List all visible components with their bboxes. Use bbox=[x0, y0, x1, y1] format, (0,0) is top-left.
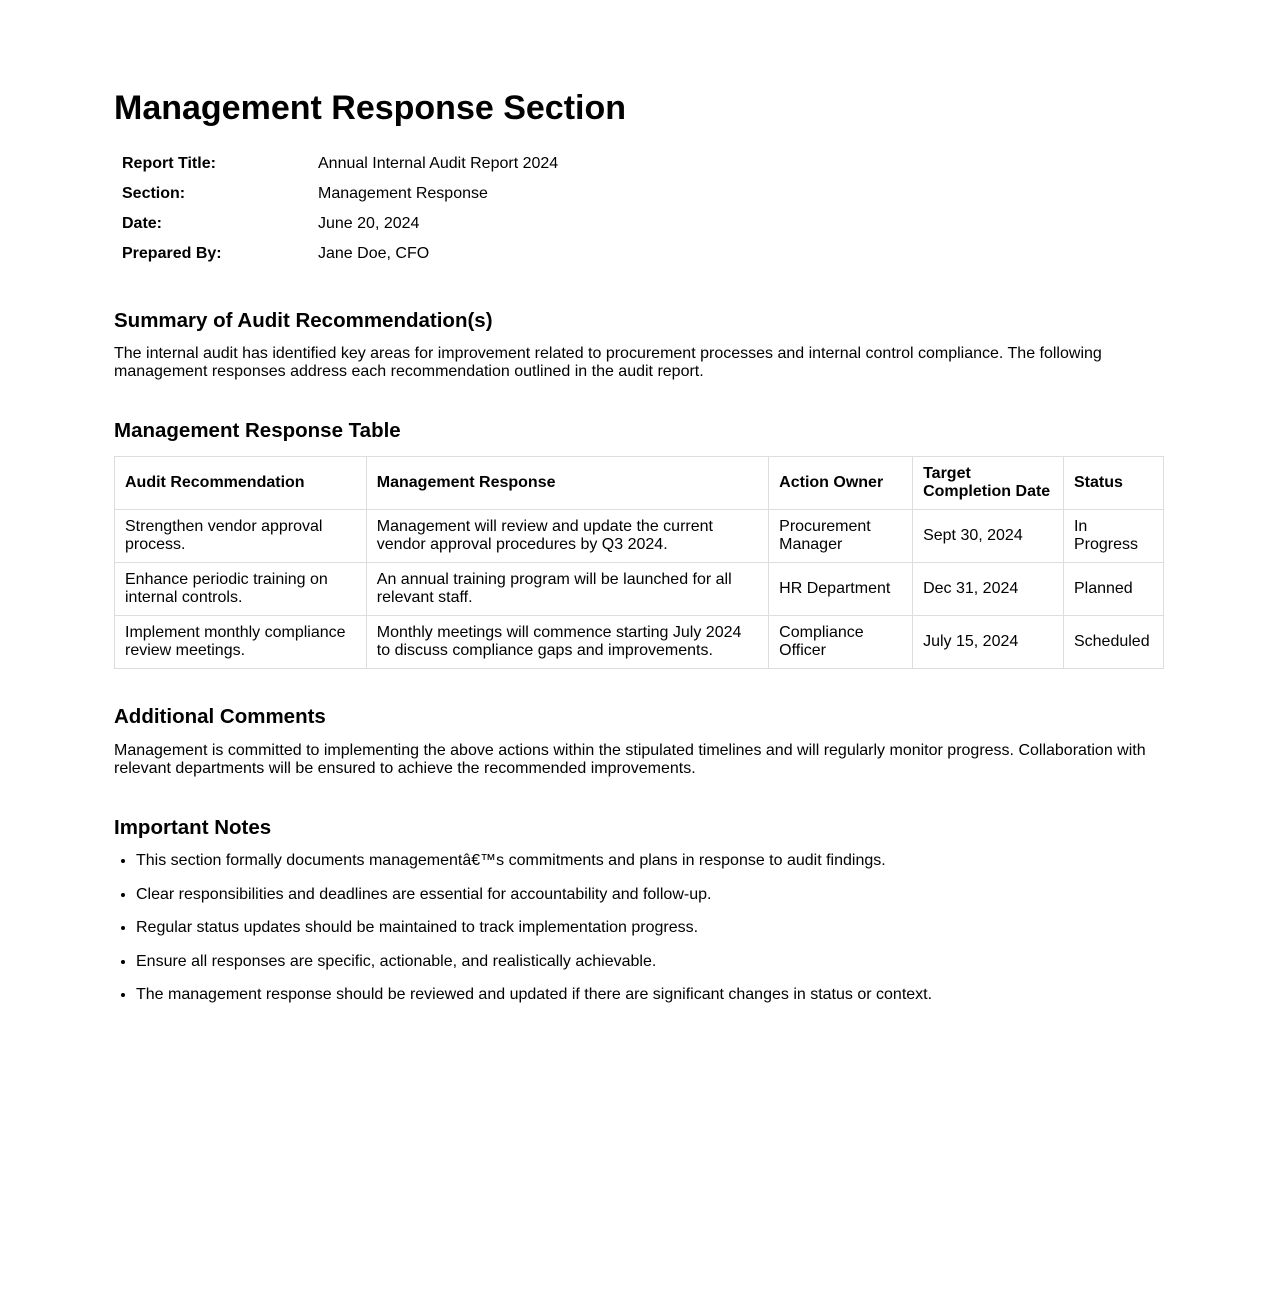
management-response-table bbox=[114, 456, 1164, 669]
column-header: Audit Recommendation bbox=[115, 456, 367, 509]
meta-label: Prepared By: bbox=[122, 244, 222, 262]
page-title: Management Response Section bbox=[114, 89, 627, 127]
meta-value: June 20, 2024 bbox=[318, 214, 420, 232]
meta-value: Annual Internal Audit Report 2024 bbox=[318, 154, 559, 172]
table-cell: An annual training program will be launched for all relevant staff. bbox=[366, 562, 768, 615]
notes-heading: Important Notes bbox=[114, 815, 272, 839]
table-cell: Procurement Manager bbox=[769, 509, 913, 562]
table-cell: Compliance Officer bbox=[769, 615, 913, 668]
table-cell: Management will review and update the current vendor approval procedures by Q3 2024. bbox=[366, 509, 768, 562]
table-cell: Monthly meetings will commence starting July 2024 to discuss compliance gaps and improvements. bbox=[366, 615, 768, 668]
list-item: • This section formally documents managementâ€™s commitments and plans in response to audit findings. bbox=[136, 852, 1164, 870]
table-cell: HR Department bbox=[769, 562, 913, 615]
list-item: • The management response should be reviewed and updated if there are significant changes in status or context. bbox=[136, 986, 1164, 1004]
list-item: • Ensure all responses are specific, actionable, and realistically achievable. bbox=[136, 953, 1164, 971]
table-cell: In Progress bbox=[1063, 509, 1163, 562]
table-cell: Scheduled bbox=[1063, 615, 1163, 668]
meta-value: Management Response bbox=[318, 184, 488, 202]
meta-label: Report Title: bbox=[122, 154, 216, 172]
column-header: Status bbox=[1063, 456, 1163, 509]
table-cell: Implement monthly compliance review meetings. bbox=[115, 615, 367, 668]
table-row bbox=[115, 615, 1164, 668]
meta-label: Section: bbox=[122, 184, 186, 202]
meta-value: Jane Doe, CFO bbox=[318, 244, 430, 262]
meta-row-date bbox=[114, 209, 558, 239]
comments-text: Management is committed to implementing the above actions within the stipulated timelines and will regularly monitor progress. Collaboration with relevant departments will be ensured to achieve the recommended improvements. bbox=[114, 741, 1146, 777]
summary-text: The internal audit has identified key areas for improvement related to procurement processes and internal control compliance. The following management responses address each recommendation outlined in the audit report. bbox=[114, 345, 1102, 381]
meta-row-prepared-by bbox=[114, 239, 558, 269]
table-cell: Enhance periodic training on internal controls. bbox=[115, 562, 367, 615]
table-cell: Planned bbox=[1063, 562, 1163, 615]
report-metadata bbox=[114, 149, 558, 269]
meta-row-report-title bbox=[114, 149, 558, 179]
meta-label: Date: bbox=[122, 214, 163, 232]
comments-heading: Additional Comments bbox=[114, 704, 326, 728]
table-cell: Dec 31, 2024 bbox=[913, 562, 1064, 615]
summary-heading: Summary of Audit Recommendation(s) bbox=[114, 308, 493, 332]
table-cell: Sept 30, 2024 bbox=[913, 509, 1064, 562]
table-cell: July 15, 2024 bbox=[913, 615, 1064, 668]
table-row bbox=[115, 562, 1164, 615]
column-header: Management Response bbox=[366, 456, 768, 509]
list-item: • Regular status updates should be maintained to track implementation progress. bbox=[136, 919, 1164, 937]
table-header-row bbox=[115, 456, 1164, 509]
column-header: Action Owner bbox=[769, 456, 913, 509]
notes-list bbox=[114, 852, 1164, 1004]
table-row bbox=[115, 509, 1164, 562]
column-header: Target Completion Date bbox=[913, 456, 1064, 509]
meta-row-section bbox=[114, 179, 558, 209]
table-cell: Strengthen vendor approval process. bbox=[115, 509, 367, 562]
list-item: • Clear responsibilities and deadlines are essential for accountability and follow-up. bbox=[136, 886, 1164, 904]
table-heading: Management Response Table bbox=[114, 419, 401, 443]
